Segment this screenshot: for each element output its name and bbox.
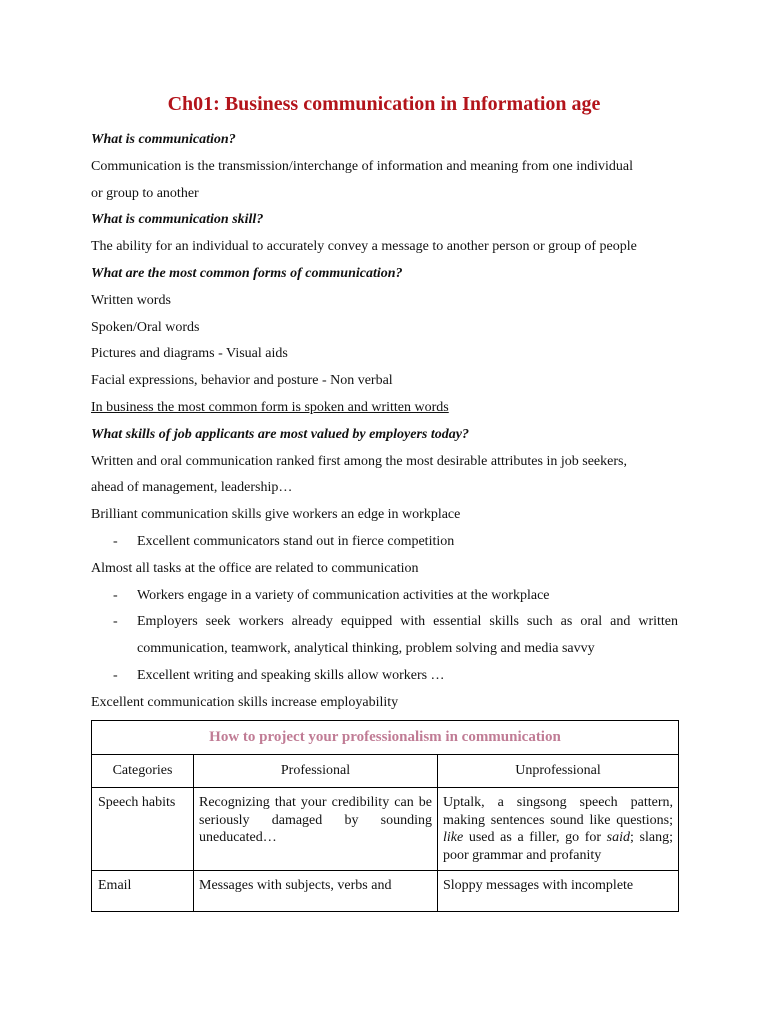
unprofessional-cell: Sloppy messages with incomplete xyxy=(438,871,679,912)
bullet-item xyxy=(91,529,678,556)
dash-bullet: - xyxy=(113,587,118,603)
list-item: Facial expressions, behavior and posture - Non verbal xyxy=(91,373,393,389)
professionalism-table xyxy=(91,720,679,912)
column-header-categories: Categories xyxy=(92,755,194,788)
paragraph: or group to another xyxy=(91,185,199,201)
paragraph: The ability for an individual to accurately convey a message to another person or group of people xyxy=(91,239,637,255)
table-caption: How to project your professionalism in communication xyxy=(92,721,679,755)
paragraph: Communication is the transmission/interchange of information and meaning from one individual xyxy=(91,158,634,174)
unprofessional-cell: Uptalk, a singsong speech pattern, making sentences sound like questions; like used as a filler, go for said; slang; poor grammar and profanity xyxy=(438,788,679,871)
dash-bullet: - xyxy=(113,533,118,549)
list-item: Written words xyxy=(91,292,171,308)
question-heading: What skills of job applicants are most valued by employers today? xyxy=(91,426,469,442)
paragraph: Written and oral communication ranked first among the most desirable attributes in job seekers, xyxy=(91,453,627,469)
professional-cell: Recognizing that your credibility can be seriously damaged by sounding uneducated… xyxy=(194,788,438,871)
table-row xyxy=(92,788,679,871)
bullet-text: Workers engage in a variety of communication activities at the workplace xyxy=(137,587,550,603)
dash-bullet: - xyxy=(113,614,118,630)
bullet-item xyxy=(91,583,678,610)
document-body xyxy=(91,127,678,717)
category-cell: Email xyxy=(92,871,194,912)
paragraph: Almost all tasks at the office are related to communication xyxy=(91,560,419,576)
professional-cell: Messages with subjects, verbs and xyxy=(194,871,438,912)
category-cell: Speech habits xyxy=(92,788,194,871)
column-header-unprofessional: Unprofessional xyxy=(438,755,679,788)
question-heading: What is communication skill? xyxy=(91,212,264,228)
column-header-professional: Professional xyxy=(194,755,438,788)
bullet-text: Employers seek workers already equipped with essential skills such as oral and written communication, teamwork, analytical thinking, problem solving and media savvy xyxy=(137,614,678,657)
question-heading: What are the most common forms of communication? xyxy=(91,265,403,281)
bullet-item xyxy=(91,609,678,663)
dash-bullet: - xyxy=(113,667,118,683)
list-item: Spoken/Oral words xyxy=(91,319,200,335)
bullet-item xyxy=(91,663,678,690)
bullet-text: Excellent writing and speaking skills allow workers … xyxy=(137,667,445,683)
page-title: Ch01: Business communication in Information age xyxy=(167,93,601,115)
paragraph: Brilliant communication skills give workers an edge in workplace xyxy=(91,507,461,523)
list-item: Pictures and diagrams - Visual aids xyxy=(91,346,288,362)
table-row xyxy=(92,871,679,912)
question-heading: What is communication? xyxy=(91,132,236,147)
bullet-text: Excellent communicators stand out in fierce competition xyxy=(137,533,455,549)
underlined-statement: In business the most common form is spoken and written words xyxy=(91,399,449,415)
paragraph: Excellent communication skills increase employability xyxy=(91,694,399,710)
paragraph: ahead of management, leadership… xyxy=(91,480,293,496)
